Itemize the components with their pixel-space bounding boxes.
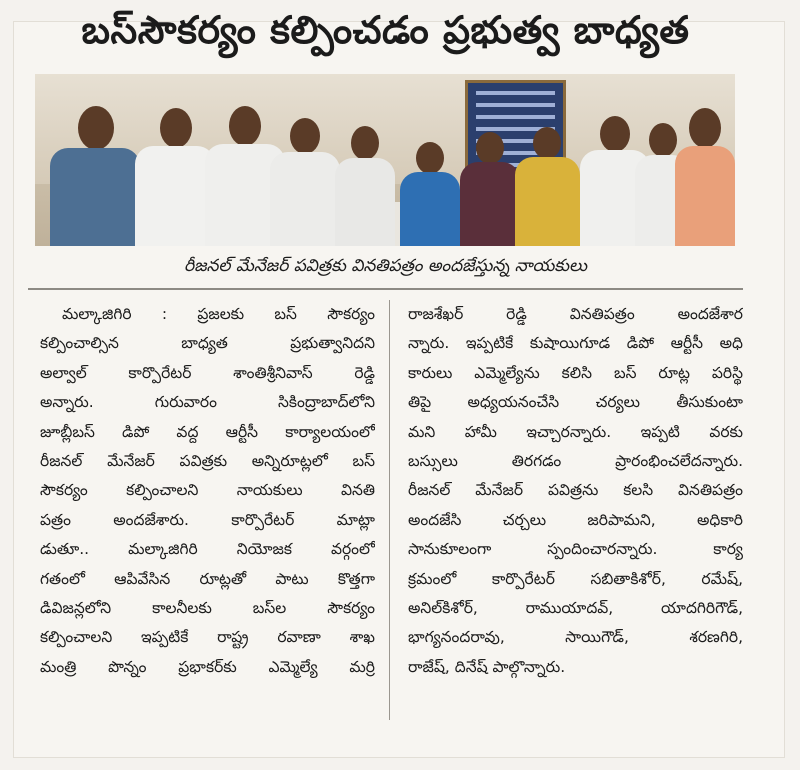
photo-person — [135, 96, 215, 246]
text-line: జూబ్లీబస్‌ డిపో వద్ద ఆర్టీసీ కార్యాలయంలో — [40, 422, 375, 441]
headline: బస్‌సౌకర్యం కల్పించడం ప్రభుత్వ బాధ్యత — [81, 8, 690, 52]
text-line: న్నారు. ఇప్పటికే కుషాయిగూడ డిపో ఆర్టీసీ అధి — [408, 334, 743, 353]
text-line: రాజేష్‌, దినేష్‌ పాల్గొన్నారు. — [408, 657, 566, 676]
text-line: రాజశేఖర్‌ రెడ్డి వినతిపత్రం అందజేశార — [408, 305, 743, 323]
text-line: అల్వాల్‌ కార్పొరేటర్‌ శాంతిశ్రీనివాస్‌ రెడ్డి — [40, 363, 375, 382]
photo-person — [335, 116, 395, 246]
text-line: కల్పించాలని ఇప్పటికే రాష్ట్ర రవాణా శాఖ — [40, 628, 375, 647]
text-line: అనిల్‌కిశోర్‌, రాముయాదవ్‌, యాదగిరిగౌడ్‌, — [408, 598, 743, 617]
text-line: అందజేసి చర్చలు జరిపామని, అధికారి — [408, 510, 743, 529]
photo-caption: రీజనల్‌ మేనేజర్‌ పవిత్రకు వినతిపత్రం అందజేస్తున్న నాయకులు — [183, 256, 587, 276]
text-line: సౌకర్యం కల్పించాలని నాయకులు వినతి — [40, 481, 375, 500]
text-line: కారులు ఎమ్మెల్యేను కలిసి బస్‌ రూట్ల పరిస్థి — [408, 363, 743, 382]
article-column-right — [408, 300, 743, 730]
text-line: మల్కాజిగిరి : ప్రజలకు బస్‌ సౌకర్యం — [62, 305, 375, 323]
text-line: రీజనల్‌ మేనేజర్‌ పవిత్రను కలసి వినతిపత్రం — [408, 481, 743, 500]
text-line: మంత్రి పొన్నం ప్రభాకర్‌కు ఎమ్మెల్యే మర్రి — [40, 657, 375, 676]
photo-person — [460, 126, 520, 246]
text-line: పత్రం అందజేశారు. కార్పొరేటర్‌ మాట్లా — [40, 510, 375, 529]
photo-person — [400, 136, 460, 246]
text-line: డివిజన్లలోని కాలనీలకు బస్‌ల సౌకర్యం — [40, 598, 375, 617]
photo-person — [515, 121, 580, 246]
caption-rule — [28, 288, 743, 290]
text-line: గతంలో ఆపివేసిన రూట్లతో పాటు కొత్తగా — [40, 569, 375, 588]
text-line: సానుకూలంగా స్పందించారన్నారు. కార్య — [408, 540, 743, 559]
text-line: తిపై అధ్యయనంచేసి చర్యలు తీసుకుంటా — [408, 393, 743, 412]
text-line: కల్పించాల్సిన బాధ్యత ప్రభుత్వానిదని — [40, 334, 375, 353]
article-column-left — [40, 300, 375, 730]
text-line: బస్సులు తిరగడం ప్రారంభించలేదన్నారు. — [408, 451, 743, 470]
photo-person — [675, 96, 735, 246]
text-line: మని హామీ ఇచ్చారన్నారు. ఇప్పటి వరకు — [408, 422, 743, 441]
column-divider — [389, 300, 390, 720]
text-line: భాగ్యనందరావు, సాయిగౌడ్‌, శరణగిరి, — [408, 628, 743, 647]
photo-person — [270, 106, 340, 246]
news-photo — [35, 74, 735, 246]
photo-person — [50, 96, 140, 246]
text-line: డుతూ.. మల్కాజిగిరి నియోజక వర్గంలో — [40, 540, 375, 559]
text-line: అన్నారు. గురువారం సికింద్రాబాద్‌లోని — [40, 393, 375, 412]
text-line: రీజనల్‌ మేనేజర్‌ పవిత్రకు అన్నిరూట్లలో బస్‌ — [40, 451, 375, 470]
text-line: క్రమంలో కార్పొరేటర్‌ సబితాకిశోర్‌, రమేష్‌, — [408, 569, 743, 588]
